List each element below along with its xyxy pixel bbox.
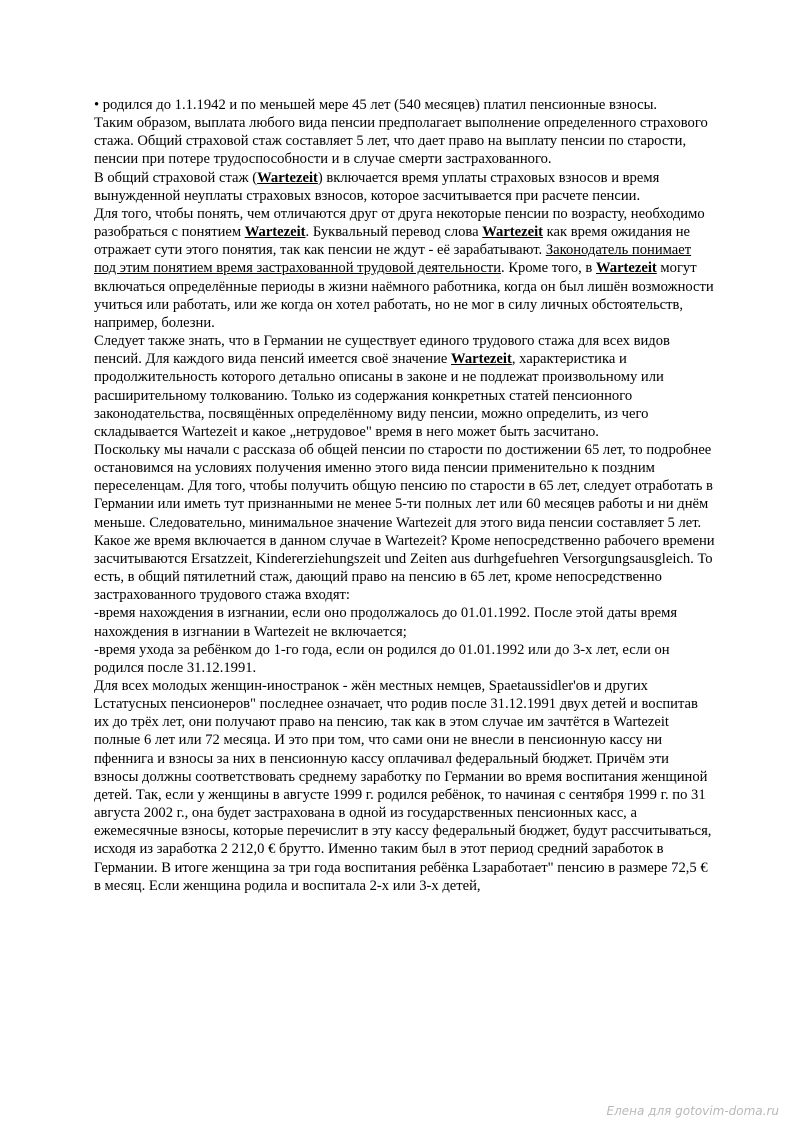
text-run: . Буквальный перевод слова: [305, 224, 483, 241]
site-watermark: Елена для gotovim-doma.ru: [606, 1104, 779, 1118]
paragraph-pension-at-65: Поскольку мы начали с рассказа об общей пенсии по старости по достижении 65 лет, то подробнее остановимся на условиях получения именно этого вида пенсии применительно к поздним переселенцам. Для того, чтобы получить общую пенсию по старости в 65 лет, следует отработать в Германии или иметь тут признанными не менее 5-ти полных лет или 60 месяцев работы и ни днём меньше. Следовательно, минимальное значение Wartezeit для этого вида пенсии составляет 5 лет. Какое же время включается в данном случае в Wartezeit? Кроме непосредственно рабочего времени засчитываются Ersatzzeit, Kindererziehungszeit und Zeiten aus durhgefuehren Versorgungsausgleich. То есть, в общий пятилетний стаж, дающий право на пенсию в 65 лет, кроме непосредственно застрахованного трудового стажа входят:: [94, 441, 715, 604]
text-run: , характеристика и продолжительность которого детально описаны в законе и не подлежат произвольному или расширительному толкованию. Только из содержания конкретных статей пенсионного законодательства, посвящённых определённому виду пенсии, можно определить, из чего складывается Wartezeit и какое „нетрудовое" время в него может быть засчитано.: [94, 351, 664, 440]
term-wartezeit: Wartezeit: [451, 351, 512, 368]
term-wartezeit: Wartezeit: [482, 224, 544, 241]
paragraph-no-single-stage: [94, 332, 716, 441]
text-run: как время ожидания не отражает сути этого понятия, так как пенсии не ждут - её зарабатывают.: [94, 224, 691, 259]
paragraph-general-insurance-period: [94, 169, 716, 205]
document-body: [94, 96, 716, 895]
text-run: могут включаться определённые периоды в жизни наёмного работника, когда он был лишён возможности учиться или работать, или же когда он хотел работать, но не мог в силу личных обстоятельств, например, болезни.: [94, 260, 714, 331]
underlined-definition: Законодатель понимает под этим понятием время застрахованной трудовой деятельности: [94, 242, 692, 277]
text-run: . Кроме того, в: [501, 260, 596, 277]
text-run: Для того, чтобы понять, чем отличаются друг от друга некоторые пенсии по возрасту, необходимо разобраться с понятием: [94, 205, 705, 241]
text-run: Следует также знать, что в Германии не существует единого трудового стажа для всех видов пенсий. Для каждого вида пенсий имеется своё значение: [94, 333, 670, 368]
paragraph-bullet-condition: • родился до 1.1.1942 и по меньшей мере 45 лет (540 месяцев) платил пенсионные взносы.: [94, 97, 658, 113]
term-wartezeit: Wartezeit: [257, 169, 318, 186]
term-wartezeit: Wartezeit: [595, 260, 657, 277]
paragraph-young-women: Для всех молодых женщин-иностранок - жён местных немцев, Spaetaussidler'ов и других Lстатусных пенсионеров" последнее означает, что родив после 31.12.1991 двух детей и воспитав их до трёх лет, они получают право на пенсию, так как в этом случае им зачтётся в Wartezeit полные 6 лет или 72 месяца. И это при том, что сами они не внесли в пенсионную кассу ни пфеннига и взносы за них в пенсионную кассу оплачивал федеральный бюджет. Причём эти взносы должны соответствовать среднему заработку по Германии во время воспитания женщиной детей. Так, если у женщины в августе 1999 г. родился ребёнок, то начиная с сентября 1999 г. по 31 августа 2002 г., она будет застрахована в одной из государственных пенсионных касс, а ежемесячные взносы, которые перечислит в эту кассу федеральный бюджет, будут рассчитываться, исходя из заработка 2 212,0 € брутто. Именно таким был в этот период средний заработок в Германии. В итоге женщина за три года воспитания ребёнка Lзаработает" пенсию в размере 72,5 € в месяц. Если женщина родила и воспитала 2-х или 3-х детей,: [94, 678, 712, 894]
paragraph-insurance-period: Таким образом, выплата любого вида пенсии предполагает выполнение определенного страхового стажа. Общий страховой стаж составляет 5 лет, что дает право на выплату пенсии по старости, пенсии при потере трудоспособности и в случае смерти застрахованного.: [94, 115, 708, 168]
paragraph-childcare-time: -время ухода за ребёнком до 1-го года, если он родился до 01.01.1992 или до 3-х лет, если он родился после 31.12.1991.: [94, 641, 670, 676]
term-wartezeit: Wartezeit: [244, 224, 306, 241]
text-run: В общий страховой стаж (: [94, 169, 258, 186]
paragraph-wartezeit-concept: [94, 205, 716, 332]
text-run: ) включается время уплаты страховых взносов и время вынужденной неуплаты страховых взносов, которое засчитывается при расчете пенсии.: [94, 169, 660, 204]
paragraph-exile-time: -время нахождения в изгнании, если оно продолжалось до 01.01.1992. После этой даты время нахождения в изгнании в Wartezeit не включается;: [94, 605, 678, 640]
